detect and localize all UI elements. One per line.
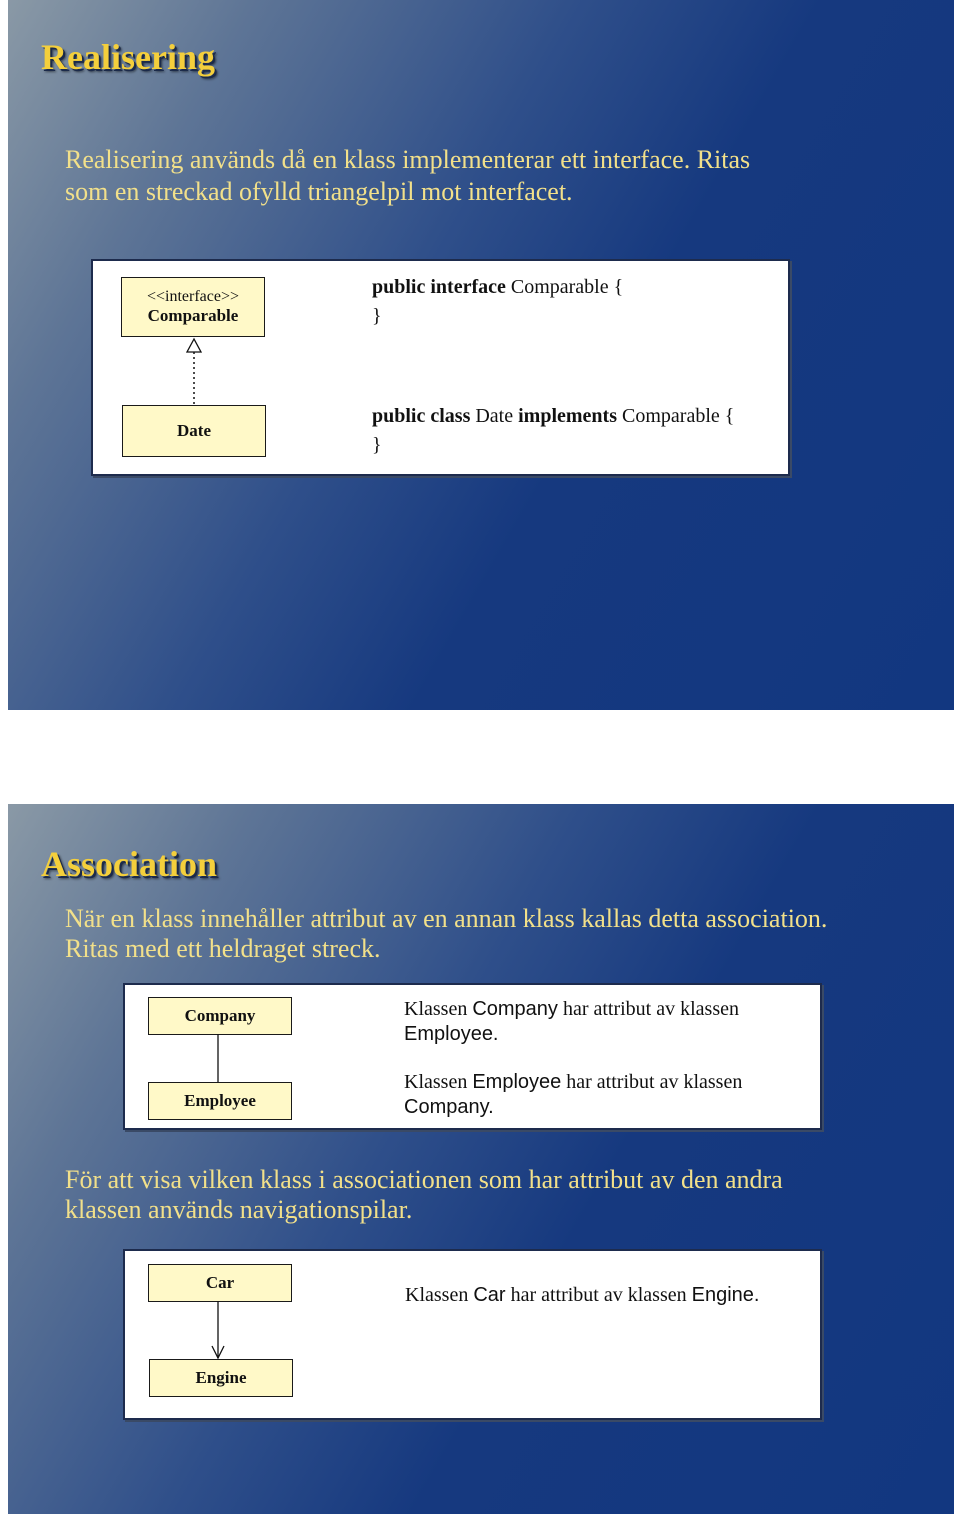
note-class-name: Employee. [404,1023,499,1045]
note-text: Klassen [404,998,473,1020]
keyword: interface [430,276,506,298]
class-name-label: Comparable [147,306,239,325]
note-text: Klassen [405,1284,474,1306]
paragraph-line: När en klass innehåller attribut av en annan klass kallas detta association. [65,904,828,933]
code-brace: { [613,276,624,298]
hollow-triangle-arrowhead [187,339,201,352]
uml-class-company: Company [148,997,292,1035]
association-diagram-panel [123,983,822,1130]
association-note-1 [404,997,739,1047]
keyword: public [372,405,426,427]
code-brace: } [372,305,382,327]
paragraph-line: För att visa vilken klass i associationen som har attribut av den andra [65,1165,783,1194]
navigation-diagram-panel [123,1249,822,1420]
note-text: Klassen [404,1071,473,1093]
uml-class-employee: Employee [148,1082,292,1120]
slide-association [8,804,954,1514]
keyword: public [372,276,426,298]
code-identifier: Date [475,405,514,427]
paragraph-line: Ritas med ett heldraget streck. [65,934,381,963]
uml-class-engine: Engine [149,1359,293,1397]
note-text: har attribut av klassen [557,998,739,1020]
association-note-2 [404,1070,742,1120]
note-class-name: Employee [472,1071,562,1093]
code-identifier: Comparable [510,276,609,298]
note-class-name: Car [473,1284,506,1306]
code-brace: } [372,434,382,456]
slide-realisering [8,0,954,710]
note-text: har attribut av klassen [561,1071,743,1093]
note-text: har attribut av klassen [505,1284,692,1306]
realisation-diagram-panel [91,259,790,476]
paragraph-line: klassen används navigationspilar. [65,1195,413,1224]
uml-class-date: Date [122,405,266,457]
slide-title: Realisering [41,37,215,77]
navigation-note [405,1283,759,1308]
paragraph-line: Realisering används då en klass implementerar ett interface. Ritas [65,145,751,174]
keyword: implements [518,405,618,427]
code-class [372,402,734,460]
keyword: class [430,405,471,427]
note-class-name: Engine. [691,1284,760,1306]
code-brace: { [724,405,735,427]
uml-class-car: Car [148,1264,292,1302]
code-interface [372,273,623,331]
note-class-name: Company [472,998,558,1020]
code-identifier: Comparable [622,405,720,427]
slide-title: Association [41,844,218,884]
note-class-name: Company. [404,1096,494,1118]
stereotype-label: <<interface>> [146,288,240,305]
paragraph-line: som en streckad ofylld triangelpil mot interfacet. [65,177,573,206]
